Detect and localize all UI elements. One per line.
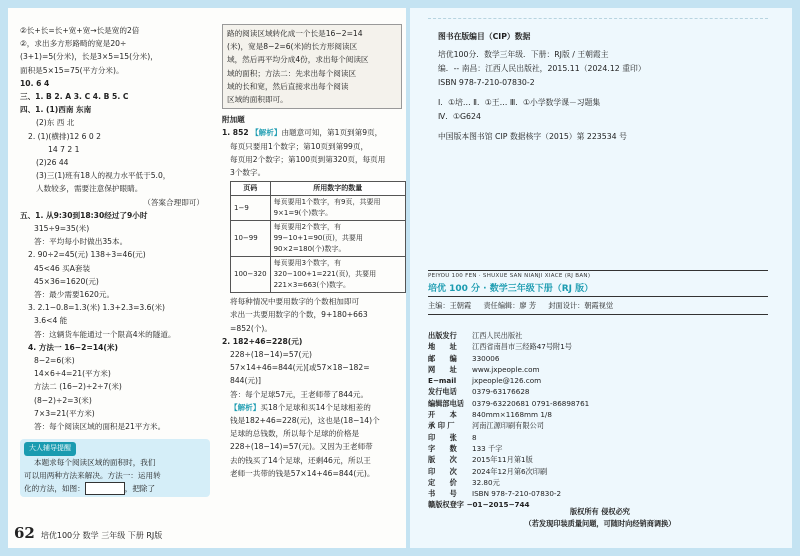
q1-answer: 1. 852 (222, 128, 249, 138)
info-row (428, 364, 589, 375)
q2-analysis: 钱是182+46=228(元)，这也是(18−14)个 (230, 416, 380, 426)
credit-editor: 主编：王朝霞 (428, 301, 472, 310)
cip-line: 培优100分．数学三年级．下册：RJ版 / 王朝霞主 (438, 50, 609, 59)
text-line: =852(个)。 (230, 323, 272, 333)
text-line: 45×36=1620(元) (34, 276, 99, 286)
info-row (428, 420, 589, 431)
divider (428, 314, 768, 315)
text-line: 人数较多，需要注意保护眼睛。 (36, 184, 143, 194)
tip-line: 区域的面积即可。 (227, 95, 288, 105)
text-line: 求出一共要用数字的个数，9+180+663 (230, 310, 368, 320)
page-digit-table (230, 181, 406, 293)
text-line: 14×6÷4=21(平方米) (34, 369, 111, 379)
info-row (428, 386, 589, 397)
info-key: 字 数 (428, 443, 457, 453)
footer-text: 培优100分 数学 三年级 下册 RJ版 (40, 531, 163, 540)
table-row (231, 257, 406, 293)
info-row (428, 330, 589, 341)
info-key: 书 号 (428, 489, 457, 499)
table-cell: 每页要用1个数字，有9页，共要用9×1=9(个)数字。 (270, 196, 405, 221)
info-key: 邮 编 (428, 353, 457, 363)
page-number: 62 (14, 524, 35, 542)
text-line: 答：每个阅读区域的面积是21平方米。 (34, 422, 166, 432)
text-line: 228÷(18−14)=57(元) (230, 350, 313, 360)
info-key: 网 址 (428, 364, 457, 374)
text-line: 答：每个足球57元，王老师带了844元。 (230, 389, 369, 399)
cip-line: Ⅳ．①G624 (438, 112, 481, 121)
q1-text: 由题意可知，第1页到第9页， (281, 128, 383, 138)
text-line: 315÷9=35(米) (34, 224, 90, 234)
text-line: 7×3=21(平方米) (34, 408, 95, 418)
info-value: 0379-63220681 0791-86898761 (472, 398, 590, 408)
answer-10: 10. 6 4 (20, 78, 50, 88)
cip-line: ISBN 978-7-210-07830-2 (438, 78, 535, 87)
q2-analysis: 老师一共带的钱是57×14+46=844(元)。 (230, 468, 375, 478)
info-key: 版 次 (428, 455, 457, 465)
copyright-notice (450, 506, 750, 530)
q2-analysis: 228÷(18−14)=57(元)。又因为王老师带 (230, 442, 373, 452)
text-line: 3. 2.1−0.8=1.3(米) 1.3+2.3=3.6(米) (28, 303, 166, 313)
info-row (428, 341, 589, 352)
title-bar (428, 270, 768, 317)
divider (428, 296, 768, 297)
info-row (428, 488, 589, 499)
note-line: （答案合理即可） (143, 197, 204, 207)
credit-cover: 封面设计：朝霞视觉 (548, 301, 614, 310)
copyright-line: 版权所有 侵权必究 (569, 507, 630, 516)
table-cell: 每页要用2个数字，有99−10+1=90(页)，共要用90×2=180(个)数字。 (270, 221, 405, 257)
answer-page (8, 8, 406, 548)
rectangle-figure (85, 482, 125, 495)
info-row (428, 466, 589, 477)
text-line: 面积是5×15=75(平方分米)。 (20, 65, 124, 75)
tip-line: 域的面积；方法二：先求出每个阅读区 (227, 68, 357, 78)
info-key: 开 本 (428, 410, 457, 420)
info-key: E−mail (428, 376, 457, 386)
text-line: (2)东 西 北 (36, 118, 75, 128)
info-value: 0379-63176628 (472, 387, 530, 397)
answer-column-2 (222, 24, 402, 480)
cip-block (438, 30, 778, 144)
info-value: 2015年11月第1版 (472, 455, 533, 465)
text-line: 844(元)] (230, 376, 261, 386)
text-line: 8−2=6(米) (34, 356, 75, 366)
q2-analysis: 足球的总钱数，所以每个足球的价格是 (230, 429, 360, 439)
info-row (428, 477, 589, 488)
text-line: ②长+长=长+宽+宽→长是宽的2倍 (20, 26, 140, 35)
table-cell: 1−9 (231, 196, 271, 221)
book-spread (8, 8, 792, 548)
info-key: 地 址 (428, 342, 457, 352)
tip-line: 本题求每个阅读区域的面积时，我们 (34, 457, 156, 467)
info-key: 出版发行 (428, 331, 457, 340)
table-row (231, 196, 406, 221)
tip-line: 域，然后再平均分成4份，求出每个阅读区 (227, 55, 369, 65)
tip-line: 可以用两种方法来解决。方法一：运用转 (24, 470, 161, 480)
text-line: 答：平均每小时做出35本。 (34, 237, 128, 247)
extra-questions-title: 附加题 (222, 115, 245, 125)
info-value: 8 (472, 432, 477, 442)
table-cell: 每页要用3个数字，有320−100+1=221(页)，共要用221×3=663(个)数字。 (270, 257, 405, 293)
info-value: 32.80元 (472, 477, 500, 487)
section-3: 三、1. B 2. A 3. C 4. B 5. C (20, 92, 129, 102)
info-row (428, 432, 589, 443)
tip-continuation-box (222, 24, 402, 109)
publication-info (428, 330, 589, 511)
tip-line-start: 化的方法，如图： (24, 483, 85, 493)
copyright-line: （若发现印装质量问题，可随时向经销商调换） (524, 519, 676, 528)
text-line: (3)三(1)班有18人的视力水平低于5.0， (36, 171, 171, 181)
info-key: 印 张 (428, 432, 457, 442)
tip-line: 域的长和宽，然后直接求出每个阅读 (227, 81, 349, 91)
info-value: 江西省南昌市三经路47号附1号 (472, 342, 572, 352)
info-key: 赣版权登字 −01−2015−744 (428, 500, 530, 510)
text-line: 14 7 2 1 (48, 144, 80, 154)
info-key: 承 印 厂 (428, 421, 455, 431)
q1-text: 每页只要用1个数字；第10页到第99页， (230, 141, 369, 151)
text-line: 3.6<4 能 (34, 316, 68, 326)
cip-line: Ⅰ．①培… Ⅱ．①王… Ⅲ．①小学数学课－习题集 (438, 98, 601, 107)
info-value: ISBN 978-7-210-07830-2 (472, 489, 562, 499)
info-value: 330006 (472, 353, 500, 363)
tip-line: 路的阅读区域转化成一个长是16−2=14 (227, 29, 363, 38)
table-header: 所用数字的数量 (270, 182, 405, 196)
credit-responsible: 责任编辑：廖 芳 (483, 301, 537, 310)
book-title: 培优 100 分 · 数学三年级下册（RJ 版） (428, 284, 594, 294)
section-5: 五、1. 从9:30到18:30经过了9小时 (20, 210, 148, 220)
credits (428, 301, 768, 311)
table-header: 页码 (231, 182, 271, 196)
tip-line-figure (24, 482, 206, 496)
text-line: 45<46 买A套装 (34, 263, 91, 273)
answer-column-1 (20, 24, 210, 497)
tip-line-end: ，把除了 (124, 483, 156, 493)
info-row (428, 353, 589, 364)
page-footer (14, 524, 162, 542)
section-4: 四、1. (1)西南 东南 (20, 105, 92, 115)
analysis-tag: 【解析】 (230, 402, 261, 412)
info-key: 编辑部电话 (428, 398, 464, 408)
info-key: 定 价 (428, 477, 457, 487)
text-line: 答：这辆货车能通过一个限高4米的隧道。 (34, 329, 176, 339)
table-cell: 10−99 (231, 221, 271, 257)
cip-line: 编．-- 南昌：江西人民出版社，2015.11（2024.12 重印） (438, 64, 646, 73)
info-value: 840mm×1168mm 1/8 (472, 410, 552, 420)
tip-line: (米)，宽是8−2=6(米)的长方形阅读区 (227, 42, 358, 52)
text-line: 答：最少需要1620元。 (34, 290, 115, 300)
info-value: 江西人民出版社 (472, 331, 523, 340)
info-row (428, 375, 589, 386)
table-row (231, 221, 406, 257)
q1-text: 3个数字。 (230, 168, 266, 178)
info-row (428, 398, 589, 409)
text-line: 2. (1)(横排)12 6 0 2 (28, 131, 101, 141)
tutor-tip-box (20, 439, 210, 497)
divider (428, 270, 768, 271)
pinyin-title: PEIYOU 100 FEN · SHUXUE SAN NIANJI XIACE (RJ BAN) (428, 273, 591, 279)
q2-analysis-line (222, 401, 402, 414)
method-1: 4. 方法一 16−2=14(米) (28, 342, 118, 352)
info-key: 发行电话 (428, 387, 457, 397)
q1-text: 每页用2个数字；第100页到第320页，每页用 (230, 154, 386, 164)
info-key: 印 次 (428, 466, 457, 476)
copyright-page (410, 8, 792, 548)
divider (428, 18, 768, 19)
text-line: (8−2)÷2=3(米) (34, 395, 92, 405)
text-line: 将每种情况中要用数字的个数相加即可 (230, 297, 360, 307)
q2-analysis: 买18个足球和买14个足球相差的 (260, 402, 371, 412)
table-cell: 100−320 (231, 257, 271, 293)
text-line: ②，求出多方形路畸的宽是20÷ (20, 39, 127, 49)
q2-analysis: 去的钱买了14个足球，还剩46元，所以王 (230, 455, 371, 465)
info-row (428, 409, 589, 420)
q2-answer: 2. 182+46=228(元) (222, 336, 303, 346)
info-value: 河南江源印刷有限公司 (472, 421, 544, 431)
q1-line (222, 126, 402, 139)
info-row (428, 443, 589, 454)
col1-lines (20, 24, 210, 433)
info-value: www.jxpeople.com (472, 364, 540, 374)
text-line: 2. 90÷2=45(元) 138÷3=46(元) (28, 250, 146, 260)
cip-title: 图书在版编目（CIP）数据 (438, 32, 531, 41)
text-line: (3+1)=5(分米)，长是3×5=15(分米)， (20, 52, 158, 62)
cip-line: 中国版本图书馆 CIP 数据核字（2015）第 223534 号 (438, 132, 627, 141)
info-value: 2024年12月第6次印刷 (472, 466, 548, 476)
info-value: 133 千字 (472, 443, 503, 453)
text-line: 方法二 (16−2)÷2÷7(米) (34, 382, 122, 392)
analysis-tag: 【解析】 (251, 128, 282, 138)
info-value: jxpeople@126.com (472, 376, 542, 386)
tip-tag: 大人辅导提醒 (24, 442, 76, 455)
info-row (428, 454, 589, 465)
text-line: (2)26 44 (36, 158, 69, 168)
text-line: 57×14+46=844(元)[或57×18−182= (230, 363, 370, 373)
